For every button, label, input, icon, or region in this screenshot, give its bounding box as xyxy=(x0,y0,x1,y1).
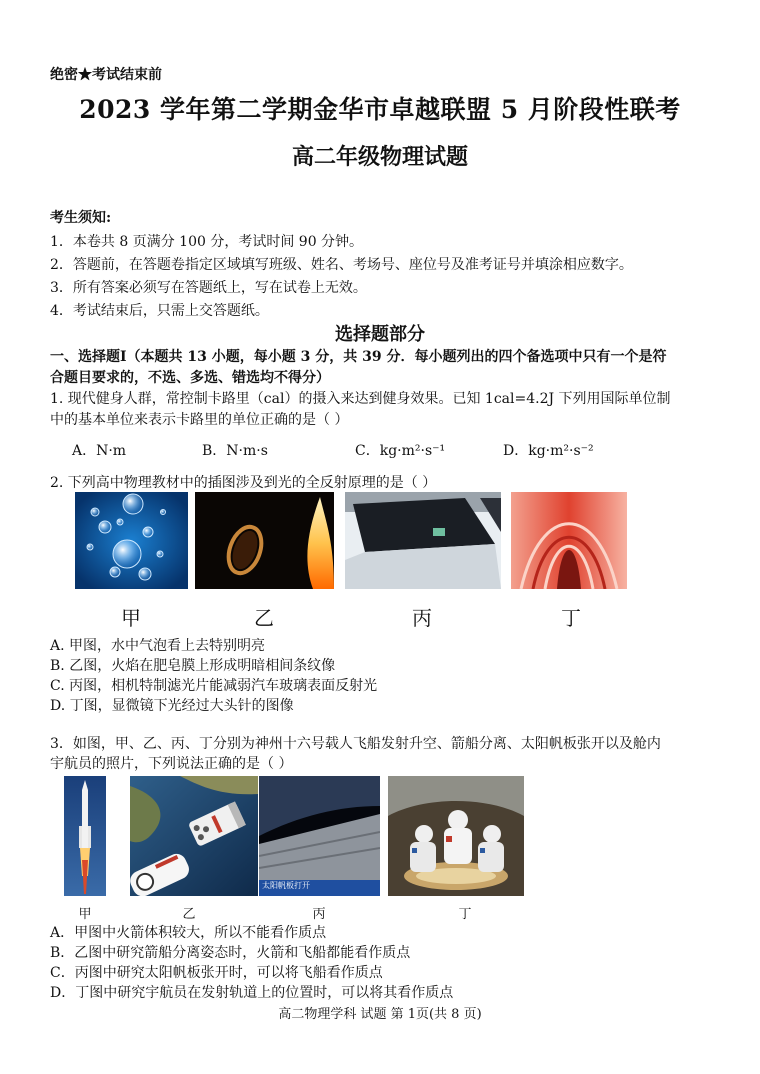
q2-figure-label-jia: 甲 xyxy=(121,606,141,630)
exam-subtitle: 高二年级物理试题 xyxy=(291,144,468,170)
solar-panel-opening-image xyxy=(259,776,380,896)
q3-figure-label-bing: 丙 xyxy=(312,907,326,922)
q1-stem-line2: 中的基本单位来表示卡路里的单位正确的是（ ） xyxy=(50,412,349,428)
confidential-mark: 绝密★考试结束前 xyxy=(50,67,162,83)
notice-item: 4．考试结束后，只需上交答题纸。 xyxy=(50,303,269,319)
astronauts-cabin-image xyxy=(388,776,524,896)
q3-option-a[interactable]: A．甲图中火箭体积较大，所以不能看作质点 xyxy=(50,925,327,941)
q2-option-c[interactable]: C. 丙图，相机特制滤光片能减弱汽车玻璃表面反射光 xyxy=(50,678,378,694)
q3-figure-label-jia: 甲 xyxy=(78,907,92,922)
q3-option-c[interactable]: C．丙图中研究太阳帆板张开时，可以将飞船看作质点 xyxy=(50,965,383,981)
solar-panel-caption: 太阳帆板打开 xyxy=(262,881,310,890)
q2-option-d[interactable]: D. 丁图，显微镜下光经过大头针的图像 xyxy=(50,698,294,714)
q2-option-b[interactable]: B. 乙图，火焰在肥皂膜上形成明暗相间条纹像 xyxy=(50,658,336,674)
microscope-pin-image xyxy=(511,492,627,589)
bubbles-image xyxy=(75,492,188,589)
section-title: 选择题部分 xyxy=(335,324,425,345)
notice-item: 2．答题前，在答题卷指定区域填写班级、姓名、考场号、座位号及准考证号并填涂相应数字。 xyxy=(50,257,633,273)
q1-option-b[interactable]: B．N·m·s xyxy=(202,443,268,459)
q2-figure-label-yi: 乙 xyxy=(254,606,274,630)
notice-item: 1．本卷共 8 页满分 100 分，考试时间 90 分钟。 xyxy=(50,234,364,250)
q2-option-a[interactable]: A. 甲图，水中气泡看上去特别明亮 xyxy=(50,638,266,654)
notice-item: 3．所有答案必须写在答题纸上，写在试卷上无效。 xyxy=(50,280,367,296)
part-instructions-line1: 一、选择题Ⅰ（本题共 13 小题，每小题 3 分，共 39 分．每小题列出的四个备选项中只有一个是符 xyxy=(50,349,667,365)
soap-film-flame-image xyxy=(195,492,334,589)
q2-figure-label-ding: 丁 xyxy=(561,606,581,630)
q3-stem-line1: 3．如图，甲、乙、丙、丁分别为神州十六号载人飞船发射升空、箭船分离、太阳帆板张开以及舱内 xyxy=(50,736,661,752)
rocket-launch-image xyxy=(64,776,106,896)
q3-option-b[interactable]: B．乙图中研究箭船分离姿态时，火箭和飞船都能看作质点 xyxy=(50,945,411,961)
part-instructions-line2: 合题目要求的，不选、多选、错选均不得分） xyxy=(50,370,330,386)
q3-figure-label-ding: 丁 xyxy=(458,907,472,922)
q1-option-c[interactable]: C．kg·m²·s⁻¹ xyxy=(355,443,446,459)
page-footer: 高二物理学科 试题 第 1页(共 8 页) xyxy=(278,1007,482,1022)
q2-figure-label-bing: 丙 xyxy=(412,606,432,630)
car-windshield-image xyxy=(345,492,501,589)
q3-stem-line2: 宇航员的照片，下列说法正确的是（ ） xyxy=(50,756,293,772)
q1-stem-line1: 1. 现代健身人群，常控制卡路里（cal）的摄入来达到健身效果。已知 1cal=4.2J 下列用国际单位制 xyxy=(50,391,671,407)
rocket-separation-image xyxy=(130,776,258,896)
q3-figure-label-yi: 乙 xyxy=(182,907,196,922)
q1-option-d[interactable]: D．kg·m²·s⁻² xyxy=(503,443,594,459)
q1-option-a[interactable]: A．N·m xyxy=(72,443,127,459)
notice-heading: 考生须知: xyxy=(50,210,112,226)
q3-option-d[interactable]: D．丁图中研究宇航员在发射轨道上的位置时，可以将其看作质点 xyxy=(50,985,454,1001)
exam-title: 2023 学年第二学期金华市卓越联盟 5 月阶段性联考 xyxy=(79,95,681,124)
q2-stem: 2. 下列高中物理教材中的插图涉及到光的全反射原理的是（ ） xyxy=(50,475,437,491)
